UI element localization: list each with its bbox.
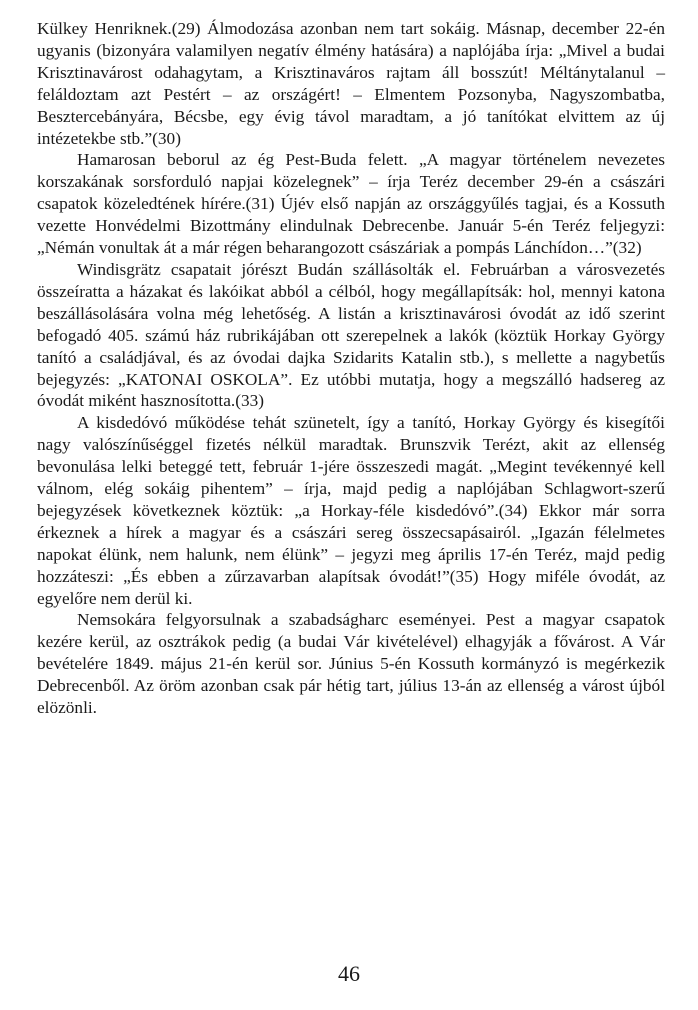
page-body	[37, 18, 665, 719]
paragraph-5: Nemsokára felgyorsulnak a szabadságharc eseményei. Pest a magyar csapatok kezére kerül, az osztrákok pedig (a budai Vár kivételével) elhagyják a fővárost. A Vár bevételére 1849. május 21-én kerül sor. Június 5-én Kossuth kormányzó is megérkezik Debrecenből. Az öröm azonban csak pár hétig tart, július 13-án az ellenség a várost újból elözönli.	[37, 610, 665, 718]
paragraph-3: Windisgrätz csapatait jórészt Budán szállásolták el. Februárban a városvezetés összeíratta a házakat és lakóikat abból a célból, hogy megállapítsák: hol, mennyi katona beszállásolására volna még lehetőség. A listán a krisztinavárosi óvodát az idő szerint befogadó 405. számú ház rubrikájában ott szerepelnek a lakók (köztük Horkay György tanító a családjával, és az óvodai dajka Szidarits Katalin stb.), s mellette a nagybetűs bejegyzés: „KATONAI OSKOLA”. Ez utóbbi mutatja, hogy a megszálló hadsereg az óvodát miként hasznosította.(33)	[37, 259, 665, 411]
paragraph-4: A kisdedóvó működése tehát szünetelt, így a tanító, Horkay György és kisegítői nagy valószínűséggel fizetés nélkül maradtak. Brunszvik Terézt, akit az ellenség bevonulása lelki beteggé tett, február 1-jére összeszedi magát. „Megint tevékennyé kell válnom, elég sokáig pihentem” – írja, majd pedig a naplójában Schlagwort-szerű bejegyzések következnek köztük: „a Horkay-féle kisdedóvó”.(34) Ekkor már sorra érkeznek a hírek a magyar és a császári sereg összecsapásairól. „Igazán félelmetes napokat élünk, nem halunk, nem élünk” – jegyzi meg április 17-én Teréz, majd pedig hozzáteszi: „És ebben a zűrzavarban alapítsak óvodát!”(35) Hogy miféle óvodát, az egyelőre nem derül ki.	[37, 413, 665, 608]
page-number: 46	[338, 961, 360, 986]
paragraph-1: Külkey Henriknek.(29) Álmodozása azonban nem tart sokáig. Másnap, december 22-én ugyanis (bizonyára valamilyen negatív élmény hatására) a naplójába írja: „Mivel a budai Krisztinavárost odahagytam, a Krisztinaváros rajtam áll bosszút! Méltánytalanul – feláldoztam azt Pestért – az országért! – Elmentem Pozsonyba, Nagyszombatba, Besztercebányára, Bécsbe, egy évig távol maradtam, a jó tanítókat elvittem az új intézetekbe stb.”(30)	[37, 19, 665, 148]
paragraph-2: Hamarosan beborul az ég Pest-Buda felett. „A magyar történelem nevezetes korszakának sorsforduló napjai közelegnek” – írja Teréz december 29-én a császári csapatok közeledtének hírére.(31) Újév első napján az országgyűlés tagjai, és a Kossuth vezette Honvédelmi Bizottmány elindulnak Debrecenbe. Január 5-én Teréz feljegyzi: „Némán vonultak át a már régen beharangozott császáriak a pompás Lánchídon…”(32)	[37, 150, 665, 258]
